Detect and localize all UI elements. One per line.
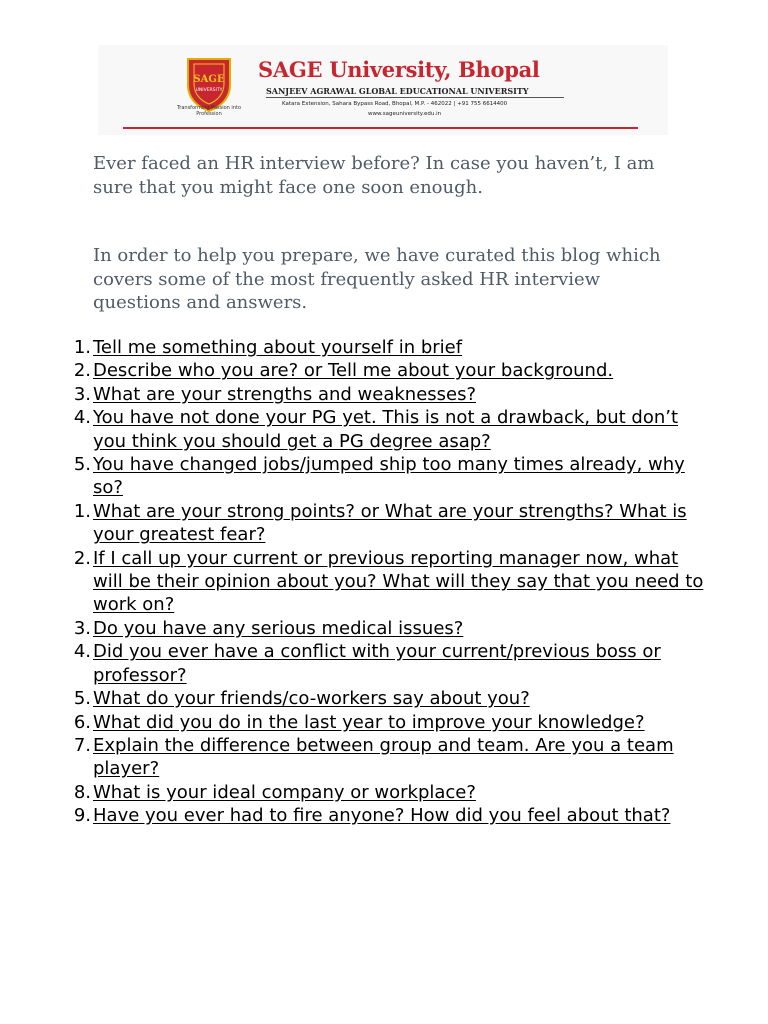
- question-link[interactable]: Do you have any serious medical issues?: [93, 617, 464, 639]
- question-link[interactable]: Explain the difference between group and team. Are you a team player?: [93, 734, 674, 780]
- question-item: [64, 781, 704, 804]
- intro-text-1: Ever faced an HR interview before? In case you haven’t, I am sure that you might face one soon enough.: [93, 153, 655, 198]
- question-number: 3.: [73, 617, 91, 639]
- question-item: [64, 383, 704, 406]
- question-item: [64, 453, 704, 500]
- question-number: 2.: [73, 360, 91, 382]
- question-number: 2.: [73, 547, 91, 569]
- question-link[interactable]: What are your strong points? or What are your strengths? What is your greatest fear?: [93, 500, 687, 546]
- question-number: 8.: [73, 781, 91, 803]
- question-number: 7.: [73, 734, 91, 756]
- university-name: SAGE University, Bhopal: [258, 57, 540, 82]
- header-divider: [266, 97, 564, 98]
- question-link[interactable]: You have not done your PG yet. This is not a drawback, but don’t you think you should get a PG degree asap?: [93, 407, 679, 452]
- question-link[interactable]: If I call up your current or previous reporting manager now, what will be their opinion about you? What will they say that you need to work on?: [93, 547, 704, 616]
- question-item: [64, 359, 704, 382]
- question-number: 4.: [73, 407, 91, 429]
- question-item: [64, 406, 704, 453]
- question-number: 5.: [73, 454, 91, 476]
- question-item: [64, 687, 704, 710]
- university-letterhead: [98, 45, 668, 135]
- question-item: [64, 336, 704, 359]
- question-item: [64, 640, 704, 687]
- question-number: 1.: [73, 337, 91, 358]
- question-link[interactable]: What is your ideal company or workplace?: [93, 781, 476, 803]
- question-number: 5.: [73, 688, 91, 710]
- intro-paragraph-2: [93, 244, 683, 315]
- question-item: [64, 804, 704, 827]
- question-item: [64, 711, 704, 734]
- question-number: 9.: [73, 805, 91, 827]
- question-item: [64, 617, 704, 640]
- question-link[interactable]: What did you do in the last year to improve your knowledge?: [93, 711, 645, 733]
- question-number: 6.: [73, 711, 91, 733]
- question-list: [64, 336, 704, 828]
- question-number: 3.: [73, 383, 91, 405]
- question-link[interactable]: Describe who you are? or Tell me about your background.: [93, 360, 614, 382]
- university-website: www.sageuniversity.edu.in: [368, 111, 442, 117]
- intro-paragraph-1: [93, 152, 683, 199]
- question-link[interactable]: Have you ever had to fire anyone? How did you feel about that?: [93, 805, 671, 827]
- crest-subtext: UNIVERSITY: [195, 88, 223, 93]
- tagline: Transforming Passion into Profession: [176, 105, 242, 117]
- question-number: 4.: [73, 641, 91, 663]
- question-number: 1.: [73, 500, 91, 522]
- question-item: [64, 734, 704, 781]
- university-address: Katara Extension, Sahara Bypass Road, Bhopal, M.P. - 462022 | +91 755 6614400: [282, 101, 508, 107]
- intro-text-2: In order to help you prepare, we have curated this blog which covers some of the most frequently asked HR interview questions and answers.: [93, 245, 661, 313]
- question-item: [64, 547, 704, 617]
- question-link[interactable]: Tell me something about yourself in brief: [93, 337, 463, 358]
- header-red-rule: [123, 127, 638, 129]
- question-link[interactable]: Did you ever have a conflict with your current/previous boss or professor?: [93, 641, 661, 686]
- crest-text: SAGE: [193, 74, 225, 85]
- question-link[interactable]: What are your strengths and weaknesses?: [93, 383, 477, 405]
- university-full-name: SANJEEV AGRAWAL GLOBAL EDUCATIONAL UNIVERSITY: [266, 86, 529, 96]
- question-item: [64, 500, 704, 547]
- question-link[interactable]: What do your friends/co-workers say about you?: [93, 688, 530, 710]
- question-link[interactable]: You have changed jobs/jumped ship too many times already, why so?: [93, 454, 685, 499]
